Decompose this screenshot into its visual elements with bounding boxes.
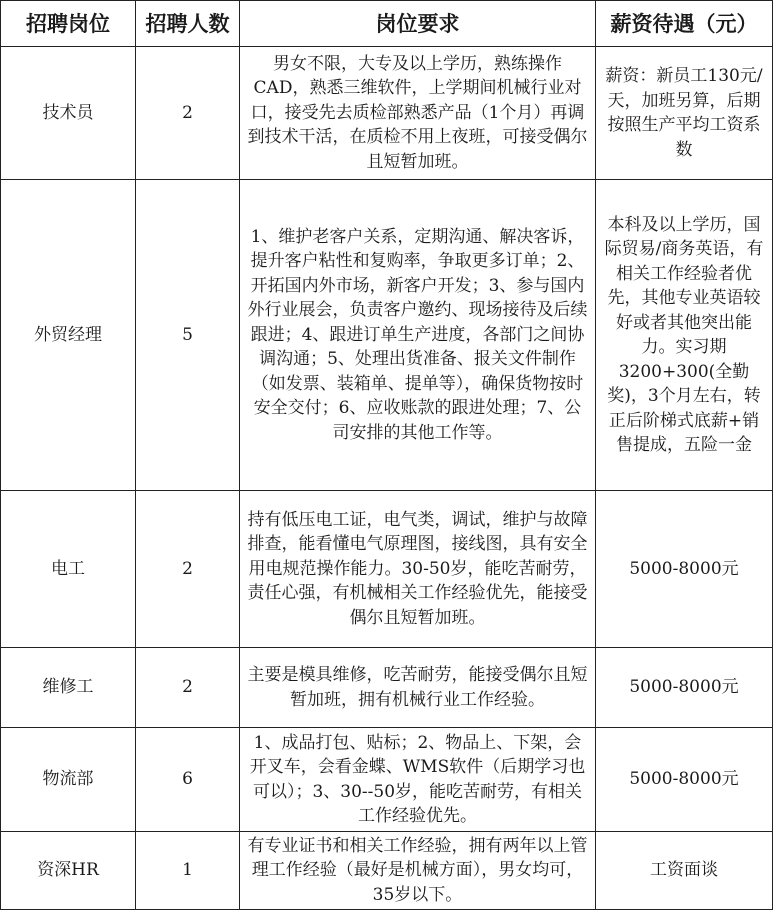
header-salary: 薪资待遇（元） [596,1,773,47]
header-position: 招聘岗位 [1,1,136,47]
cell-requirements: 1、成品打包、贴标；2、物品上、下架，会开叉车，会看金蝶、WMS软件（后期学习也可以）；3、30--50岁，能吃苦耐劳，有相关工作经验优先。 [240,728,596,832]
table-row [1,832,773,910]
header-requirements: 岗位要求 [240,1,596,47]
table-row [1,491,773,648]
cell-count: 2 [136,648,240,728]
cell-salary: 本科及以上学历，国际贸易/商务英语，有相关工作经验者优先，其他专业英语较好或者其他突出能力。实习期3200+300(全勤奖)，3个月左右，转正后阶梯式底薪+销售提成，五险一金 [596,180,773,491]
cell-requirements: 1、维护老客户关系，定期沟通、解决客诉，提升客户粘性和复购率，争取更多订单；2、开拓国内外市场，新客户开发；3、参与国内外行业展会，负责客户邀约、现场接待及后续跟进；4、跟进订单生产进度，各部门之间协调沟通；5、处理出货准备、报关文件制作（如发票、装箱单、提单等），确保货物按时安全交付；6、应收账款的跟进处理；7、公司安排的其他工作等。 [240,180,596,491]
header-count: 招聘人数 [136,1,240,47]
cell-requirements: 主要是模具维修，吃苦耐劳，能接受偶尔且短暂加班，拥有机械行业工作经验。 [240,648,596,728]
table-row [1,728,773,832]
cell-position: 外贸经理 [1,180,136,491]
cell-salary: 5000-8000元 [596,648,773,728]
cell-position: 物流部 [1,728,136,832]
cell-requirements: 持有低压电工证，电气类，调试，维护与故障排查，能看懂电气原理图，接线图，具有安全用电规范操作能力。30-50岁，能吃苦耐劳，责任心强，有机械相关工作经验优先，能接受偶尔且短暂加班。 [240,491,596,648]
cell-count: 5 [136,180,240,491]
table-row [1,648,773,728]
cell-position: 技术员 [1,47,136,180]
cell-position: 电工 [1,491,136,648]
table-row [1,180,773,491]
cell-position: 资深HR [1,832,136,910]
cell-salary: 薪资：新员工130元/天，加班另算，后期按照生产平均工资系数 [596,47,773,180]
header-row [1,1,773,47]
cell-position: 维修工 [1,648,136,728]
cell-salary: 5000-8000元 [596,491,773,648]
cell-count: 2 [136,47,240,180]
table-row [1,47,773,180]
cell-requirements: 有专业证书和相关工作经验，拥有两年以上管理工作经验（最好是机械方面），男女均可，35岁以下。 [240,832,596,910]
cell-salary: 5000-8000元 [596,728,773,832]
cell-salary: 工资面谈 [596,832,773,910]
cell-count: 1 [136,832,240,910]
cell-requirements: 男女不限，大专及以上学历，熟练操作CAD，熟悉三维软件，上学期间机械行业对口，接受先去质检部熟悉产品（1个月）再调到技术干活，在质检不用上夜班，可接受偶尔且短暂加班。 [240,47,596,180]
cell-count: 6 [136,728,240,832]
cell-count: 2 [136,491,240,648]
